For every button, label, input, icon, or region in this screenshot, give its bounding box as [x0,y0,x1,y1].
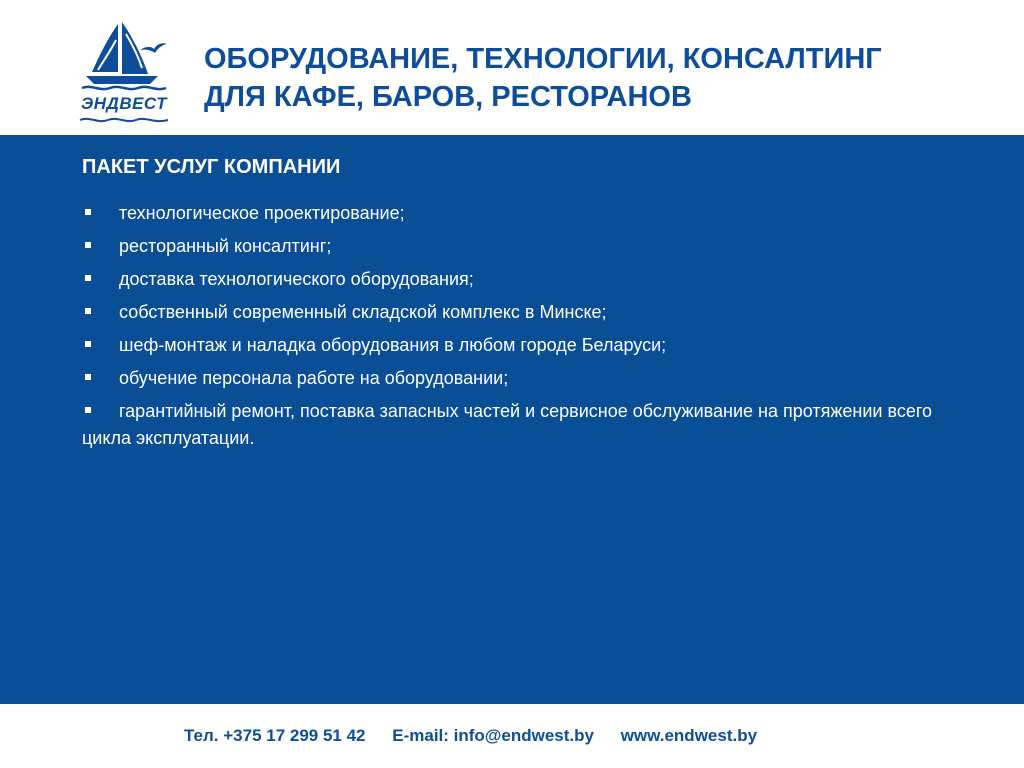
page-title-line-1: ОБОРУДОВАНИЕ, ТЕХНОЛОГИИ, КОНСАЛТИНГ [204,43,882,75]
square-bullet-icon [85,242,91,248]
list-item-text: шеф-монтаж и наладка оборудования в любом городе Беларуси; [119,335,667,355]
square-bullet-icon [85,374,91,380]
page-title-line-2: ДЛЯ КАФЕ, БАРОВ, РЕСТОРАНОВ [204,81,692,113]
list-item [82,233,952,259]
company-logo [78,20,170,124]
website-link[interactable]: www.endwest.by [620,726,758,745]
list-item-text: гарантийный ремонт, поставка запасных частей и сервисное обслуживание на протяжении всего цикла эксплуатации. [82,401,933,448]
list-item [82,299,952,325]
email-link[interactable]: E-mail: info@endwest.by [392,726,594,745]
list-item [82,332,952,358]
section-title: ПАКЕТ УСЛУГ КОМПАНИИ [82,156,341,178]
list-item [82,365,952,391]
services-panel [0,135,1024,704]
logo-wordmark: ЭНДВЕСТ [81,94,167,113]
list-item [82,200,952,226]
page-title [204,40,882,116]
logo-underline-waves-icon [78,114,170,126]
footer [0,704,1024,768]
square-bullet-icon [85,209,91,215]
header [0,0,1024,135]
list-item-text: обучение персонала работе на оборудовании; [119,368,509,388]
square-bullet-icon [85,341,91,347]
sailboat-icon [78,20,170,98]
phone-number: Тел. +375 17 299 51 42 [184,726,366,745]
services-list [82,200,952,459]
list-item [82,266,952,292]
list-item-text: доставка технологического оборудования; [119,269,474,289]
square-bullet-icon [85,407,91,413]
square-bullet-icon [85,308,91,314]
list-item-text: технологическое проектирование; [119,203,405,223]
list-item-text: собственный современный складской комплекс в Минске; [119,302,607,322]
list-item [82,398,952,452]
square-bullet-icon [85,275,91,281]
list-item-text: ресторанный консалтинг; [119,236,332,256]
contact-info [184,726,757,746]
